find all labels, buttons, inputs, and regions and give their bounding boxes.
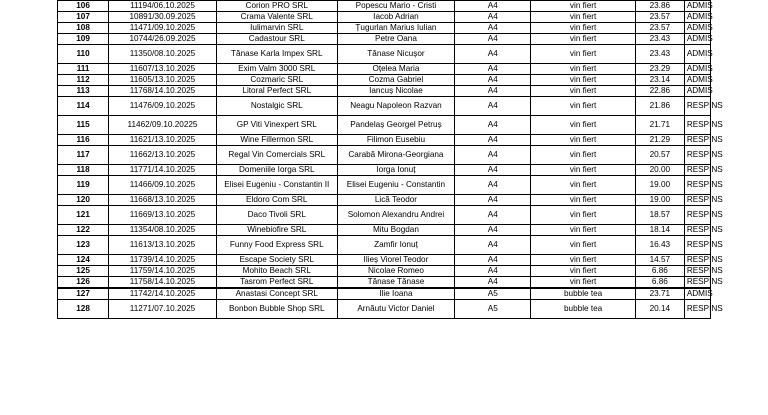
cell-company: Corion PRO SRL [216,1,337,12]
cell-doc: 11739/14.10.2025 [109,255,217,266]
cell-product: vin fiert [531,225,635,236]
cell-person: Ilieș Viorel Teodor [337,255,455,266]
cell-product: vin fiert [531,97,635,116]
cell-score: 21.86 [635,97,684,116]
cell-product: vin fiert [531,75,635,86]
cell-doc: 11668/13.10.2025 [109,195,217,206]
cell-company: Wine Fillermon SRL [216,135,337,146]
cell-status: RESPINS [684,195,710,206]
cell-product: vin fiert [531,64,635,75]
cell-cls: A4 [455,165,531,176]
cell-cls: A4 [455,195,531,206]
cell-cls: A4 [455,23,531,34]
cell-score: 18.57 [635,206,684,225]
cell-cls: A4 [455,146,531,165]
cell-nr: 118 [58,165,109,176]
cell-score: 21.71 [635,116,684,135]
cell-nr: 115 [58,116,109,135]
cell-nr: 110 [58,45,109,64]
cell-score: 23.86 [635,1,684,12]
cell-person: Mitu Bogdan [337,225,455,236]
cell-status: RESPINS [684,146,710,165]
cell-doc: 11350/08.10.2025 [109,45,217,64]
cell-company: Domeniile Iorga SRL [216,165,337,176]
cell-cls: A4 [455,225,531,236]
table-row [58,86,711,97]
cell-doc: 11462/09.10.20225 [109,116,217,135]
cell-person: Zamfir Ionuț [337,236,455,255]
cell-nr: 108 [58,23,109,34]
cell-person: Popescu Mario - Cristi [337,1,455,12]
cell-product: vin fiert [531,206,635,225]
cell-score: 23.57 [635,12,684,23]
cell-product: vin fiert [531,45,635,64]
table-row [58,288,711,300]
cell-cls: A4 [455,1,531,12]
cell-status: RESPINS [684,135,710,146]
cell-status: RESPINS [684,165,710,176]
cell-product: vin fiert [531,146,635,165]
table-row [58,195,711,206]
cell-score: 6.86 [635,277,684,289]
cell-person: Iacob Adrian [337,12,455,23]
cell-cls: A4 [455,206,531,225]
table-row [58,64,711,75]
cell-product: vin fiert [531,34,635,45]
cell-doc: 11742/14.10.2025 [109,288,217,300]
cell-cls: A4 [455,277,531,289]
cell-status: ADMIS [684,23,710,34]
cell-status: ADMIS [684,75,710,86]
cell-person: Pandelaș Georgel Petruș [337,116,455,135]
cell-cls: A4 [455,135,531,146]
cell-doc: 11607/13.10.2025 [109,64,217,75]
table-row [58,135,711,146]
cell-person: Petre Oana [337,34,455,45]
cell-status: ADMIS [684,86,710,97]
cell-doc: 11768/14.10.2025 [109,86,217,97]
cell-status: ADMIS [684,288,710,300]
cell-status: ADMIS [684,45,710,64]
cell-score: 20.00 [635,165,684,176]
cell-person: Iancuș Nicolae [337,86,455,97]
cell-status: ADMIS [684,34,710,45]
cell-person: Tănase Nicușor [337,45,455,64]
cell-status: RESPINS [684,116,710,135]
cell-nr: 106 [58,1,109,12]
cell-product: vin fiert [531,1,635,12]
cell-nr: 114 [58,97,109,116]
cell-nr: 123 [58,236,109,255]
cell-company: Tasrom Perfect SRL [216,277,337,289]
cell-company: Elisei Eugeniu - Constantin II [216,176,337,195]
cell-status: RESPINS [684,277,710,289]
table-row [58,97,711,116]
cell-person: Arnăutu Victor Daniel [337,300,455,319]
cell-company: Funny Food Express SRL [216,236,337,255]
cell-status: ADMIS [684,1,710,12]
cell-nr: 128 [58,300,109,319]
cell-status: RESPINS [684,300,710,319]
cell-doc: 11271/07.10.2025 [109,300,217,319]
cell-cls: A5 [455,300,531,319]
table-row [58,12,711,23]
cell-nr: 107 [58,12,109,23]
cell-product: vin fiert [531,236,635,255]
cell-score: 23.14 [635,75,684,86]
results-table-body [58,0,723,319]
cell-cls: A4 [455,97,531,116]
cell-product: vin fiert [531,116,635,135]
cell-person: Nicolae Romeo [337,266,455,277]
table-row [58,206,711,225]
cell-person: Carabă Mirona-Georgiana [337,146,455,165]
cell-doc: 11605/13.10.2025 [109,75,217,86]
results-table [57,0,723,319]
cell-product: vin fiert [531,135,635,146]
cell-score: 19.00 [635,195,684,206]
cell-company: Mohito Beach SRL [216,266,337,277]
cell-nr: 120 [58,195,109,206]
cell-score: 23.43 [635,45,684,64]
cell-doc: 11354/08.10.2025 [109,225,217,236]
cell-doc: 11194/06.10.2025 [109,1,217,12]
cell-product: vin fiert [531,165,635,176]
cell-score: 20.57 [635,146,684,165]
cell-person: Tănase Tănase [337,277,455,289]
table-row [58,165,711,176]
cell-doc: 11662/13.10.2025 [109,146,217,165]
table-row [58,300,711,319]
cell-score: 21.29 [635,135,684,146]
cell-nr: 122 [58,225,109,236]
cell-cls: A4 [455,176,531,195]
cell-doc: 11758/14.10.2025 [109,277,217,289]
cell-product: vin fiert [531,277,635,289]
cell-person: Iorga Ionuț [337,165,455,176]
cell-doc: 11771/14.10.2025 [109,165,217,176]
cell-company: Winebiofire SRL [216,225,337,236]
cell-company: Tănase Karla Impex SRL [216,45,337,64]
cell-doc: 11613/13.10.2025 [109,236,217,255]
cell-score: 14.57 [635,255,684,266]
cell-nr: 127 [58,288,109,300]
cell-status: RESPINS [684,176,710,195]
table-row [58,266,711,277]
cell-nr: 113 [58,86,109,97]
cell-company: Cozmaric SRL [216,75,337,86]
cell-product: vin fiert [531,23,635,34]
table-row [58,23,711,34]
table-row [58,277,711,289]
table-row [58,146,711,165]
cell-company: Bonbon Bubble Shop SRL [216,300,337,319]
cell-status: RESPINS [684,97,710,116]
cell-score: 20.14 [635,300,684,319]
cell-cls: A4 [455,255,531,266]
cell-status: RESPINS [684,206,710,225]
cell-cls: A4 [455,34,531,45]
cell-company: Anastasi Concept SRL [216,288,337,300]
cell-company: Litoral Perfect SRL [216,86,337,97]
cell-product: vin fiert [531,266,635,277]
cell-company: Cadastour SRL [216,34,337,45]
cell-score: 23.57 [635,23,684,34]
cell-status: RESPINS [684,266,710,277]
cell-cls: A4 [455,12,531,23]
cell-status: RESPINS [684,255,710,266]
cell-nr: 112 [58,75,109,86]
cell-status: RESPINS [684,236,710,255]
cell-cls: A4 [455,266,531,277]
cell-cls: A5 [455,288,531,300]
table-row [58,176,711,195]
cell-doc: 11466/09.10.2025 [109,176,217,195]
cell-company: Eldoro Com SRL [216,195,337,206]
cell-nr: 109 [58,34,109,45]
cell-score: 23.43 [635,34,684,45]
table-row [58,75,711,86]
table-row [58,34,711,45]
cell-cls: A4 [455,75,531,86]
cell-score: 19.00 [635,176,684,195]
cell-company: Escape Society SRL [216,255,337,266]
cell-product: bubble tea [531,300,635,319]
cell-status: ADMIS [684,12,710,23]
cell-product: vin fiert [531,12,635,23]
cell-nr: 116 [58,135,109,146]
cell-person: Cozma Gabriel [337,75,455,86]
cell-person: Elisei Eugeniu - Constantin [337,176,455,195]
table-row [58,225,711,236]
cell-score: 22.86 [635,86,684,97]
cell-nr: 125 [58,266,109,277]
cell-doc: 11621/13.10.2025 [109,135,217,146]
cell-nr: 119 [58,176,109,195]
cell-company: Exim Valm 3000 SRL [216,64,337,75]
cell-person: Solomon Alexandru Andrei [337,206,455,225]
cell-company: Daco Tivoli SRL [216,206,337,225]
table-row [58,236,711,255]
cell-product: vin fiert [531,176,635,195]
cell-company: Regal Vin Comercials SRL [216,146,337,165]
cell-status: RESPINS [684,225,710,236]
cell-product: vin fiert [531,195,635,206]
table-row [58,1,711,12]
cell-company: GP Viti Vinexpert SRL [216,116,337,135]
cell-person: Lică Teodor [337,195,455,206]
cell-person: Oțelea Maria [337,64,455,75]
cell-nr: 126 [58,277,109,289]
cell-company: Iulimarvin SRL [216,23,337,34]
cell-nr: 121 [58,206,109,225]
cell-cls: A4 [455,116,531,135]
cell-person: Ilie Ioana [337,288,455,300]
table-row [58,116,711,135]
cell-nr: 111 [58,64,109,75]
cell-nr: 117 [58,146,109,165]
cell-doc: 11471/09.10.2025 [109,23,217,34]
table-row [58,255,711,266]
cell-doc: 11476/09.10.2025 [109,97,217,116]
cell-status: ADMIS [684,64,710,75]
cell-score: 23.29 [635,64,684,75]
cell-cls: A4 [455,64,531,75]
cell-doc: 11759/14.10.2025 [109,266,217,277]
cell-doc: 10891/30.09.2025 [109,12,217,23]
cell-cls: A4 [455,86,531,97]
cell-nr: 124 [58,255,109,266]
cell-person: Țugurlan Marius Iulian [337,23,455,34]
cell-score: 18.14 [635,225,684,236]
cell-person: Filimon Eusebiu [337,135,455,146]
cell-cls: A4 [455,45,531,64]
table-row [58,45,711,64]
cell-person: Neagu Napoleon Razvan [337,97,455,116]
cell-score: 16.43 [635,236,684,255]
cell-company: Crama Valente SRL [216,12,337,23]
cell-doc: 10744/26.09.2025 [109,34,217,45]
cell-company: Nostalgic SRL [216,97,337,116]
cell-doc: 11669/13.10.2025 [109,206,217,225]
cell-score: 6.86 [635,266,684,277]
cell-score: 23.71 [635,288,684,300]
cell-cls: A4 [455,236,531,255]
cell-product: bubble tea [531,288,635,300]
cell-product: vin fiert [531,86,635,97]
cell-product: vin fiert [531,255,635,266]
